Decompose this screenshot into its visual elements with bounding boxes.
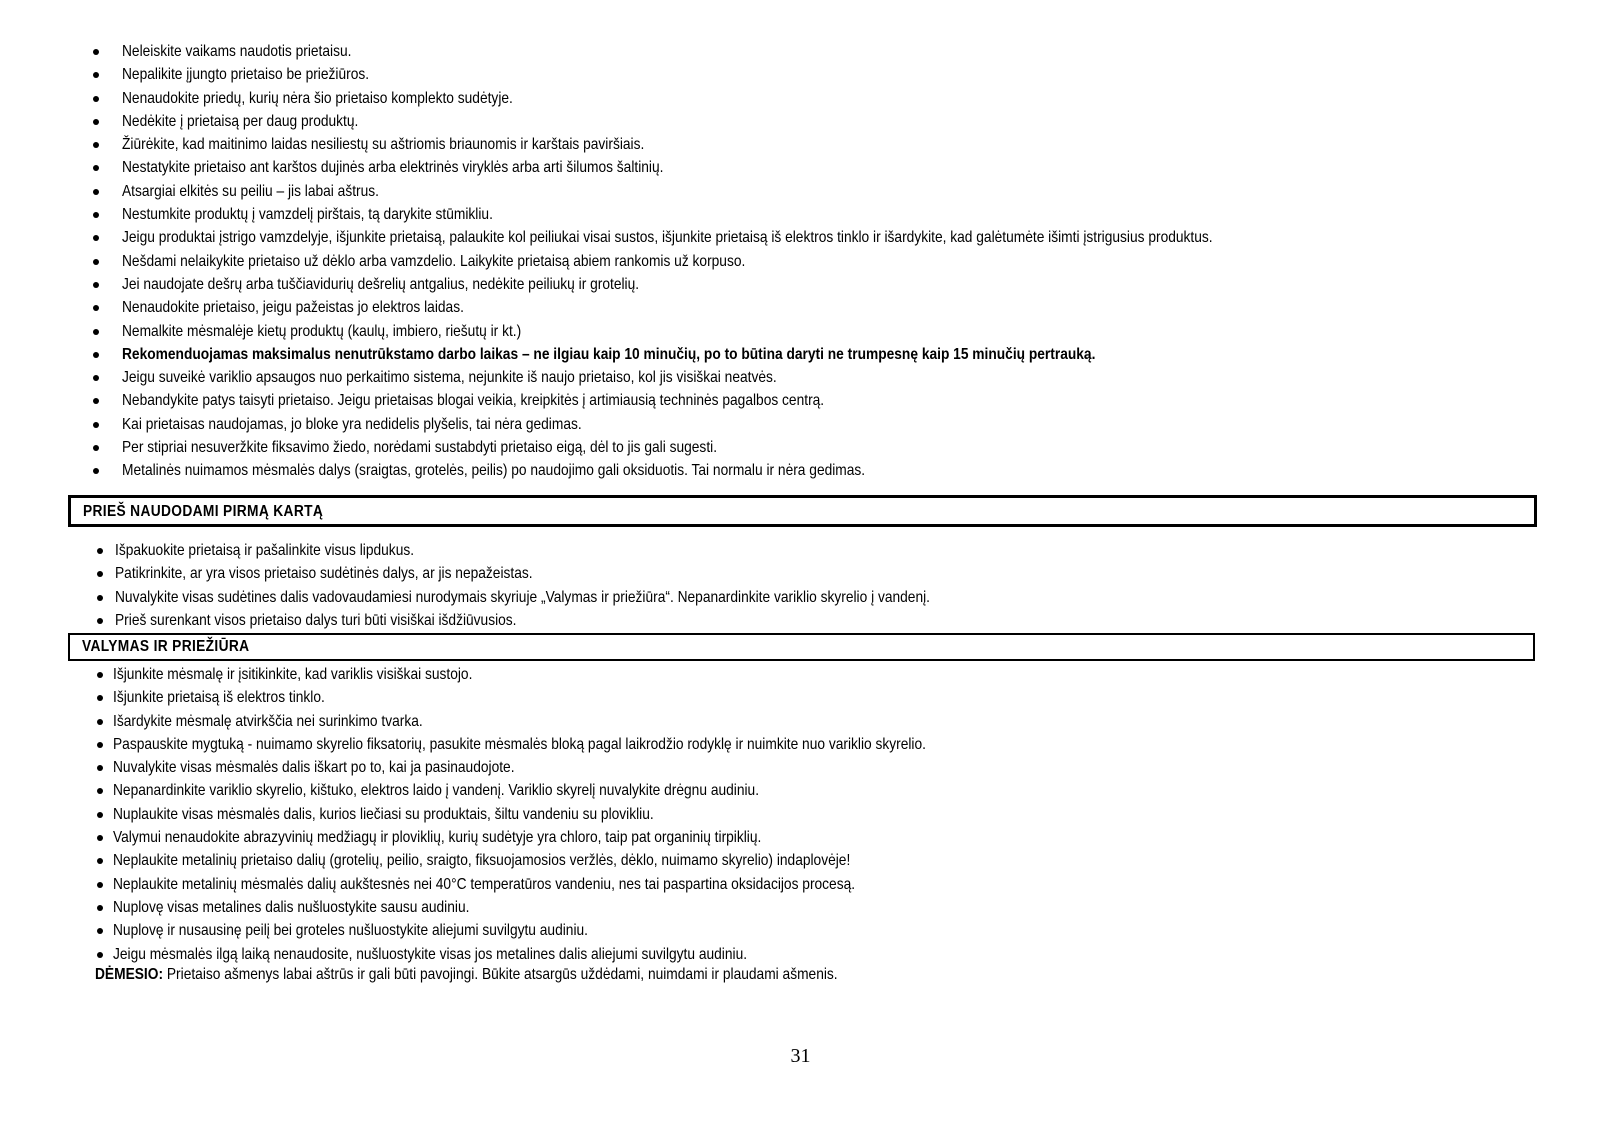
bullet-icon xyxy=(93,398,99,404)
safety-instructions-list xyxy=(93,40,1533,483)
bullet-icon xyxy=(97,882,103,888)
list-item: Metalinės nuimamos mėsmalės dalys (sraigtas, grotelės, peilis) po naudojimo gali oksiduotis. Tai normalu ir nėra gedimas. xyxy=(93,459,1533,482)
list-item: Nuplovę visas metalines dalis nušluostykite sausu audiniu. xyxy=(93,896,1533,919)
section-title: VALYMAS IR PRIEŽIŪRA xyxy=(82,638,250,655)
list-item: Nebandykite patys taisyti prietaiso. Jeigu prietaisas blogai veikia, kreipkitės į artimiausią techninės pagalbos centrą. xyxy=(93,389,1533,412)
list-item: Nestumkite produktų į vamzdelį pirštais, tą darykite stūmikliu. xyxy=(93,203,1533,226)
list-item: Neplaukite metalinių prietaiso dalių (grotelių, peilio, sraigto, fiksuojamosios veržlės, dėklo, nuimamo skyrelio) indaplovėje! xyxy=(93,849,1533,872)
list-item: Nuvalykite visas sudėtines dalis vadovaudamiesi nurodymais skyriuje „Valymas ir priežiūra“. Nepanardinkite variklio skyrelio į vandenį. xyxy=(93,586,1533,609)
list-item: Nuvalykite visas mėsmalės dalis iškart po to, kai ja pasinaudojote. xyxy=(93,756,1533,779)
list-item: Jei naudojate dešrų arba tuščiavidurių dešrelių antgalius, nedėkite peiliukų ir grotelių. xyxy=(93,273,1533,296)
bullet-icon xyxy=(93,282,99,288)
bullet-icon xyxy=(93,259,99,265)
list-item: Valymui nenaudokite abrazyvinių medžiagų ir ploviklių, kurių sudėtyje yra chloro, taip pat organinių tirpiklių. xyxy=(93,826,1533,849)
bullet-icon xyxy=(93,72,99,78)
list-item: Nuplovę ir nusausinę peilį bei groteles nušluostykite aliejumi suvilgytu audiniu. xyxy=(93,919,1533,942)
section-title: PRIEŠ NAUDODAMI PIRMĄ KARTĄ xyxy=(83,503,324,520)
bullet-icon xyxy=(97,548,103,554)
bullet-icon xyxy=(97,695,103,701)
list-item-emphasized: Rekomenduojamas maksimalus nenutrūkstamo darbo laikas – ne ilgiau kaip 10 minučių, po to būtina daryti ne trumpesnę kaip 15 minučių pertrauką. xyxy=(93,343,1533,366)
list-item: Neplaukite metalinių mėsmalės dalių aukštesnės nei 40°C temperatūros vandeniu, nes tai paspartina oksidacijos procesą. xyxy=(93,873,1533,896)
bullet-icon xyxy=(97,618,103,624)
section-header-first-use xyxy=(68,495,1537,527)
cleaning-list xyxy=(93,663,1533,966)
bullet-icon xyxy=(93,422,99,428)
list-item: Išardykite mėsmalę atvirkščia nei surinkimo tvarka. xyxy=(93,710,1533,733)
list-item: Nenaudokite prietaiso, jeigu pažeistas jo elektros laidas. xyxy=(93,296,1533,319)
bullet-icon xyxy=(93,445,99,451)
bullet-icon xyxy=(93,352,99,358)
list-item: Jeigu suveikė variklio apsaugos nuo perkaitimo sistema, nejunkite iš naujo prietaiso, kol jis visiškai neatvės. xyxy=(93,366,1533,389)
bullet-icon xyxy=(93,119,99,125)
bullet-icon xyxy=(93,142,99,148)
cleaning-section xyxy=(93,663,1533,966)
bullet-icon xyxy=(93,329,99,335)
bullet-icon xyxy=(93,189,99,195)
warning-label: DĖMESIO: xyxy=(95,966,164,983)
section-header-cleaning xyxy=(68,633,1535,661)
bullet-icon xyxy=(93,96,99,102)
bullet-icon xyxy=(97,788,103,794)
bullet-icon xyxy=(97,928,103,934)
list-item: Išjunkite mėsmalę ir įsitikinkite, kad variklis visiškai sustojo. xyxy=(93,663,1533,686)
list-item: Nešdami nelaikykite prietaiso už dėklo arba vamzdelio. Laikykite prietaisą abiem rankomis už korpuso. xyxy=(93,250,1533,273)
list-item: Jeigu produktai įstrigo vamzdelyje, išjunkite prietaisą, palaukite kol peiliukai visai sustos, išjunkite prietaisą iš elektros tinklo ir išardykite, kad galėtumėte išimti įstrigusius produktus. xyxy=(93,226,1533,249)
bullet-icon xyxy=(93,212,99,218)
warning-text: Prietaiso ašmenys labai aštrūs ir gali būti pavojingi. Būkite atsargūs uždėdami, nuimdami ir plaudami ašmenis. xyxy=(163,966,838,983)
list-item: Nepanardinkite variklio skyrelio, kištuko, elektros laido į vandenį. Variklio skyrelį nuvalykite drėgnu audiniu. xyxy=(93,779,1533,802)
bullet-icon xyxy=(97,952,103,958)
bullet-icon xyxy=(97,812,103,818)
list-item: Nepalikite įjungto prietaiso be priežiūros. xyxy=(93,63,1533,86)
bullet-icon xyxy=(97,858,103,864)
list-item: Išjunkite prietaisą iš elektros tinklo. xyxy=(93,686,1533,709)
bullet-icon xyxy=(93,49,99,55)
bullet-icon xyxy=(97,672,103,678)
list-item: Nemalkite mėsmalėje kietų produktų (kaulų, imbiero, riešutų ir kt.) xyxy=(93,320,1533,343)
list-item: Per stipriai nesuveržkite fiksavimo žiedo, norėdami sustabdyti prietaiso eigą, dėl to jis gali sugesti. xyxy=(93,436,1533,459)
list-item: Kai prietaisas naudojamas, jo bloke yra nedidelis plyšelis, tai nėra gedimas. xyxy=(93,413,1533,436)
bullet-icon xyxy=(93,375,99,381)
bullet-icon xyxy=(97,595,103,601)
bullet-icon xyxy=(93,305,99,311)
warning-note xyxy=(95,963,838,986)
bullet-icon xyxy=(93,468,99,474)
list-item: Nenaudokite priedų, kurių nėra šio prietaiso komplekto sudėtyje. xyxy=(93,87,1533,110)
list-item: Nedėkite į prietaisą per daug produktų. xyxy=(93,110,1533,133)
list-item: Žiūrėkite, kad maitinimo laidas nesiliestų su aštriomis briaunomis ir karštais paviršiais. xyxy=(93,133,1533,156)
list-item: Atsargiai elkitės su peiliu – jis labai aštrus. xyxy=(93,180,1533,203)
bullet-icon xyxy=(97,905,103,911)
bullet-icon xyxy=(97,571,103,577)
list-item: Prieš surenkant visos prietaiso dalys turi būti visiškai išdžiūvusios. xyxy=(93,609,1533,632)
bullet-icon xyxy=(97,765,103,771)
list-item: Paspauskite mygtuką - nuimamo skyrelio fiksatorių, pasukite mėsmalės bloką pagal laikrodžio rodyklę ir nuimkite nuo variklio skyrelio. xyxy=(93,733,1533,756)
list-item: Nuplaukite visas mėsmalės dalis, kurios liečiasi su produktais, šiltu vandeniu su plovikliu. xyxy=(93,803,1533,826)
first-use-list xyxy=(93,539,1533,632)
bullet-icon xyxy=(97,719,103,725)
list-item: Patikrinkite, ar yra visos prietaiso sudėtinės dalys, ar jis nepažeistas. xyxy=(93,562,1533,585)
list-item: Neleiskite vaikams naudotis prietaisu. xyxy=(93,40,1533,63)
bullet-icon xyxy=(97,742,103,748)
list-item: Nestatykite prietaiso ant karštos dujinės arba elektrinės viryklės arba arti šilumos šaltinių. xyxy=(93,156,1533,179)
list-item: Išpakuokite prietaisą ir pašalinkite visus lipdukus. xyxy=(93,539,1533,562)
page-number: 31 xyxy=(790,1045,811,1067)
bullet-icon xyxy=(97,835,103,841)
bullet-icon xyxy=(93,165,99,171)
bullet-icon xyxy=(93,235,99,241)
list-item: Jeigu mėsmalės ilgą laiką nenaudosite, nušluostykite visas jos metalines dalis aliejumi suvilgytu audiniu. xyxy=(93,943,1533,966)
